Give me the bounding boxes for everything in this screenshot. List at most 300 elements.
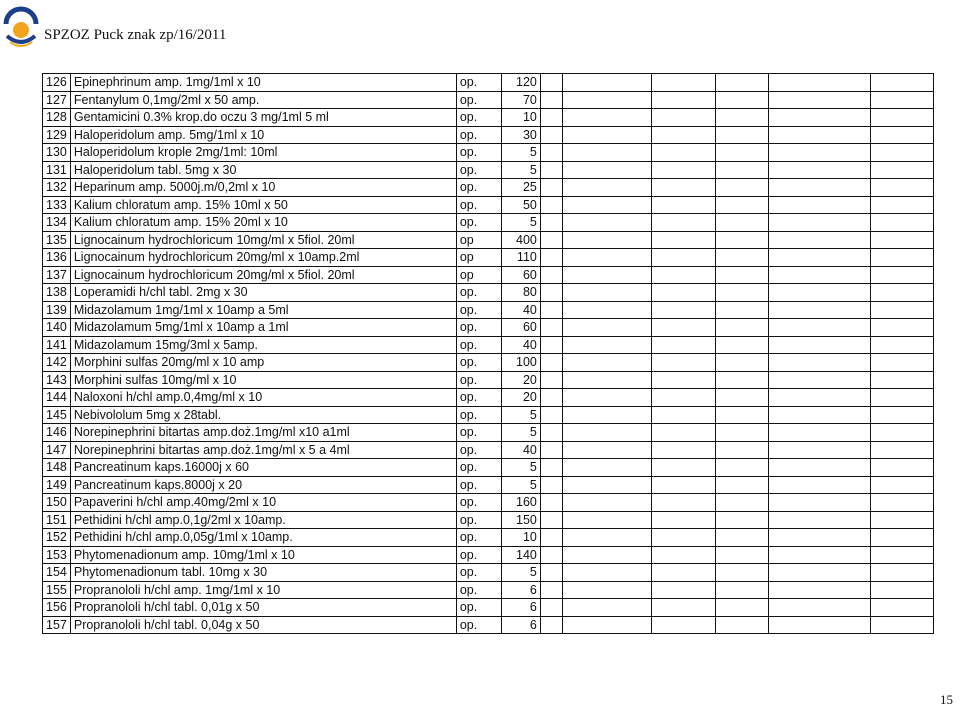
quantity: 70 (501, 91, 540, 109)
unit: op. (456, 529, 501, 547)
table-row (43, 441, 934, 459)
page-number: 15 (940, 692, 953, 707)
empty-cell (768, 319, 870, 337)
empty-cell (651, 599, 715, 617)
row-number: 153 (43, 546, 71, 564)
empty-cell (870, 196, 933, 214)
empty-cell (562, 581, 651, 599)
empty-cell (870, 476, 933, 494)
empty-cell (715, 249, 768, 267)
row-number: 131 (43, 161, 71, 179)
drug-name: Epinephrinum amp. 1mg/1ml x 10 (70, 74, 456, 92)
empty-cell (768, 91, 870, 109)
empty-cell (768, 371, 870, 389)
table-row (43, 161, 934, 179)
row-number: 151 (43, 511, 71, 529)
row-number: 142 (43, 354, 71, 372)
hospital-logo (2, 6, 40, 50)
unit: op. (456, 161, 501, 179)
empty-cell (768, 301, 870, 319)
quantity: 5 (501, 214, 540, 232)
empty-cell (651, 424, 715, 442)
empty-cell (540, 389, 562, 407)
row-number: 133 (43, 196, 71, 214)
drug-name: Midazolamum 1mg/1ml x 10amp a 5ml (70, 301, 456, 319)
empty-cell (540, 214, 562, 232)
table-row (43, 511, 934, 529)
empty-cell (870, 616, 933, 634)
empty-cell (651, 354, 715, 372)
empty-cell (715, 494, 768, 512)
unit: op. (456, 599, 501, 617)
empty-cell (651, 284, 715, 302)
table-row (43, 284, 934, 302)
empty-cell (768, 126, 870, 144)
drug-name: Midazolamum 15mg/3ml x 5amp. (70, 336, 456, 354)
row-number: 150 (43, 494, 71, 512)
empty-cell (870, 214, 933, 232)
row-number: 152 (43, 529, 71, 547)
empty-cell (715, 91, 768, 109)
row-number: 135 (43, 231, 71, 249)
empty-cell (768, 581, 870, 599)
empty-cell (715, 406, 768, 424)
empty-cell (768, 354, 870, 372)
empty-cell (562, 144, 651, 162)
empty-cell (715, 231, 768, 249)
empty-cell (715, 599, 768, 617)
quantity: 160 (501, 494, 540, 512)
quantity: 20 (501, 389, 540, 407)
table-row (43, 336, 934, 354)
empty-cell (540, 354, 562, 372)
row-number: 141 (43, 336, 71, 354)
table-row (43, 529, 934, 547)
empty-cell (768, 529, 870, 547)
unit: op. (456, 511, 501, 529)
quantity: 5 (501, 459, 540, 477)
empty-cell (715, 214, 768, 232)
empty-cell (870, 284, 933, 302)
empty-cell (651, 179, 715, 197)
row-number: 149 (43, 476, 71, 494)
empty-cell (870, 91, 933, 109)
unit: op (456, 249, 501, 267)
drug-name: Lignocainum hydrochloricum 20mg/ml x 5fiol. 20ml (70, 266, 456, 284)
row-number: 156 (43, 599, 71, 617)
empty-cell (562, 441, 651, 459)
empty-cell (562, 214, 651, 232)
page-header (0, 0, 960, 62)
empty-cell (651, 91, 715, 109)
empty-cell (715, 424, 768, 442)
quantity: 40 (501, 441, 540, 459)
drug-name: Lignocainum hydrochloricum 20mg/ml x 10amp.2ml (70, 249, 456, 267)
drug-name: Gentamicini 0.3% krop.do oczu 3 mg/1ml 5 ml (70, 109, 456, 127)
quantity: 150 (501, 511, 540, 529)
unit: op. (456, 476, 501, 494)
table-row (43, 109, 934, 127)
quantity: 5 (501, 406, 540, 424)
table-row (43, 214, 934, 232)
empty-cell (562, 109, 651, 127)
quantity: 60 (501, 319, 540, 337)
empty-cell (870, 424, 933, 442)
empty-cell (540, 74, 562, 92)
empty-cell (540, 564, 562, 582)
unit: op. (456, 581, 501, 599)
row-number: 128 (43, 109, 71, 127)
table-row (43, 371, 934, 389)
empty-cell (562, 126, 651, 144)
empty-cell (768, 546, 870, 564)
table-row (43, 179, 934, 197)
table-row (43, 546, 934, 564)
quantity: 400 (501, 231, 540, 249)
empty-cell (768, 459, 870, 477)
empty-cell (651, 529, 715, 547)
empty-cell (715, 389, 768, 407)
empty-cell (540, 529, 562, 547)
drug-name: Haloperidolum krople 2mg/1ml: 10ml (70, 144, 456, 162)
unit: op. (456, 179, 501, 197)
table-row (43, 354, 934, 372)
empty-cell (768, 511, 870, 529)
empty-cell (870, 336, 933, 354)
row-number: 144 (43, 389, 71, 407)
empty-cell (715, 511, 768, 529)
unit: op. (456, 494, 501, 512)
document-title: SPZOZ Puck znak zp/16/2011 (44, 27, 227, 43)
row-number: 130 (43, 144, 71, 162)
quantity: 40 (501, 301, 540, 319)
unit: op. (456, 284, 501, 302)
empty-cell (651, 511, 715, 529)
unit: op. (456, 371, 501, 389)
empty-cell (540, 284, 562, 302)
empty-cell (768, 616, 870, 634)
empty-cell (651, 126, 715, 144)
empty-cell (562, 249, 651, 267)
table-row (43, 459, 934, 477)
empty-cell (768, 494, 870, 512)
empty-cell (870, 249, 933, 267)
row-number: 137 (43, 266, 71, 284)
empty-cell (715, 616, 768, 634)
empty-cell (715, 546, 768, 564)
empty-cell (768, 564, 870, 582)
quantity: 6 (501, 599, 540, 617)
empty-cell (562, 354, 651, 372)
table-row (43, 301, 934, 319)
empty-cell (715, 354, 768, 372)
empty-cell (651, 459, 715, 477)
table-row (43, 581, 934, 599)
empty-cell (651, 564, 715, 582)
drug-name: Naloxoni h/chl amp.0,4mg/ml x 10 (70, 389, 456, 407)
empty-cell (562, 459, 651, 477)
row-number: 155 (43, 581, 71, 599)
unit: op. (456, 389, 501, 407)
drug-name: Norepinephrini bitartas amp.doż.1mg/ml x 5 a 4ml (70, 441, 456, 459)
empty-cell (651, 231, 715, 249)
row-number: 129 (43, 126, 71, 144)
empty-cell (562, 546, 651, 564)
empty-cell (651, 371, 715, 389)
empty-cell (870, 266, 933, 284)
empty-cell (540, 459, 562, 477)
empty-cell (715, 476, 768, 494)
empty-cell (540, 179, 562, 197)
drug-name: Pethidini h/chl amp.0,1g/2ml x 10amp. (70, 511, 456, 529)
empty-cell (540, 109, 562, 127)
empty-cell (540, 196, 562, 214)
empty-cell (540, 266, 562, 284)
empty-cell (768, 179, 870, 197)
empty-cell (651, 266, 715, 284)
empty-cell (870, 389, 933, 407)
drug-name: Midazolamum 5mg/1ml x 10amp a 1ml (70, 319, 456, 337)
empty-cell (715, 319, 768, 337)
row-number: 134 (43, 214, 71, 232)
quantity: 5 (501, 564, 540, 582)
drug-name: Propranololi h/chl tabl. 0,01g x 50 (70, 599, 456, 617)
unit: op. (456, 336, 501, 354)
quantity: 20 (501, 371, 540, 389)
unit: op. (456, 109, 501, 127)
drug-name: Pancreatinum kaps.16000j x 60 (70, 459, 456, 477)
drug-name: Fentanylum 0,1mg/2ml x 50 amp. (70, 91, 456, 109)
table-row (43, 196, 934, 214)
empty-cell (562, 319, 651, 337)
empty-cell (715, 459, 768, 477)
empty-cell (768, 74, 870, 92)
empty-cell (540, 91, 562, 109)
drug-name: Phytomenadionum amp. 10mg/1ml x 10 (70, 546, 456, 564)
empty-cell (768, 441, 870, 459)
empty-cell (651, 144, 715, 162)
empty-cell (540, 441, 562, 459)
unit: op. (456, 301, 501, 319)
empty-cell (651, 546, 715, 564)
empty-cell (715, 336, 768, 354)
empty-cell (715, 74, 768, 92)
empty-cell (870, 599, 933, 617)
row-number: 146 (43, 424, 71, 442)
empty-cell (540, 144, 562, 162)
empty-cell (870, 161, 933, 179)
empty-cell (870, 459, 933, 477)
drug-name: Morphini sulfas 10mg/ml x 10 (70, 371, 456, 389)
empty-cell (562, 231, 651, 249)
empty-cell (651, 74, 715, 92)
empty-cell (715, 196, 768, 214)
drug-name: Lignocainum hydrochloricum 10mg/ml x 5fiol. 20ml (70, 231, 456, 249)
row-number: 157 (43, 616, 71, 634)
empty-cell (768, 161, 870, 179)
empty-cell (562, 389, 651, 407)
empty-cell (870, 546, 933, 564)
row-number: 143 (43, 371, 71, 389)
empty-cell (651, 161, 715, 179)
unit: op (456, 266, 501, 284)
empty-cell (715, 564, 768, 582)
quantity: 5 (501, 161, 540, 179)
empty-cell (870, 354, 933, 372)
empty-cell (768, 196, 870, 214)
quantity: 6 (501, 616, 540, 634)
empty-cell (651, 616, 715, 634)
drug-name: Papaverini h/chl amp.40mg/2ml x 10 (70, 494, 456, 512)
drug-name: Nebivololum 5mg x 28tabl. (70, 406, 456, 424)
empty-cell (540, 616, 562, 634)
empty-cell (540, 581, 562, 599)
empty-cell (562, 91, 651, 109)
empty-cell (870, 231, 933, 249)
empty-cell (768, 231, 870, 249)
drug-name: Kalium chloratum amp. 15% 20ml x 10 (70, 214, 456, 232)
empty-cell (540, 546, 562, 564)
empty-cell (651, 406, 715, 424)
empty-cell (768, 476, 870, 494)
empty-cell (651, 301, 715, 319)
empty-cell (715, 441, 768, 459)
drug-name: Heparinum amp. 5000j.m/0,2ml x 10 (70, 179, 456, 197)
drug-name: Loperamidi h/chl tabl. 2mg x 30 (70, 284, 456, 302)
empty-cell (562, 529, 651, 547)
empty-cell (540, 161, 562, 179)
unit: op. (456, 91, 501, 109)
empty-cell (870, 301, 933, 319)
empty-cell (562, 406, 651, 424)
empty-cell (870, 109, 933, 127)
row-number: 132 (43, 179, 71, 197)
row-number: 147 (43, 441, 71, 459)
row-number: 148 (43, 459, 71, 477)
empty-cell (540, 126, 562, 144)
quantity: 80 (501, 284, 540, 302)
empty-cell (651, 214, 715, 232)
row-number: 154 (43, 564, 71, 582)
empty-cell (562, 564, 651, 582)
empty-cell (651, 196, 715, 214)
empty-cell (870, 564, 933, 582)
drug-name: Propranololi h/chl amp. 1mg/1ml x 10 (70, 581, 456, 599)
unit: op. (456, 126, 501, 144)
table-row (43, 144, 934, 162)
empty-cell (715, 529, 768, 547)
empty-cell (540, 249, 562, 267)
unit: op. (456, 459, 501, 477)
row-number: 127 (43, 91, 71, 109)
empty-cell (540, 319, 562, 337)
empty-cell (870, 529, 933, 547)
empty-cell (870, 144, 933, 162)
empty-cell (651, 389, 715, 407)
unit: op (456, 231, 501, 249)
unit: op. (456, 319, 501, 337)
row-number: 139 (43, 301, 71, 319)
drug-list-table (42, 73, 934, 634)
empty-cell (540, 336, 562, 354)
empty-cell (651, 336, 715, 354)
empty-cell (768, 424, 870, 442)
empty-cell (870, 581, 933, 599)
unit: op. (456, 74, 501, 92)
empty-cell (540, 511, 562, 529)
empty-cell (651, 109, 715, 127)
empty-cell (870, 494, 933, 512)
empty-cell (870, 179, 933, 197)
quantity: 40 (501, 336, 540, 354)
empty-cell (715, 371, 768, 389)
empty-cell (651, 581, 715, 599)
empty-cell (715, 284, 768, 302)
drug-name: Pethidini h/chl amp.0,05g/1ml x 10amp. (70, 529, 456, 547)
unit: op. (456, 564, 501, 582)
drug-name: Pancreatinum kaps.8000j x 20 (70, 476, 456, 494)
empty-cell (768, 406, 870, 424)
empty-cell (540, 371, 562, 389)
empty-cell (768, 336, 870, 354)
unit: op. (456, 144, 501, 162)
empty-cell (870, 511, 933, 529)
empty-cell (562, 494, 651, 512)
empty-cell (651, 494, 715, 512)
quantity: 10 (501, 109, 540, 127)
empty-cell (715, 581, 768, 599)
unit: op. (456, 441, 501, 459)
empty-cell (540, 231, 562, 249)
quantity: 5 (501, 424, 540, 442)
unit: op. (456, 214, 501, 232)
empty-cell (870, 371, 933, 389)
quantity: 30 (501, 126, 540, 144)
empty-cell (562, 179, 651, 197)
empty-cell (768, 389, 870, 407)
empty-cell (562, 74, 651, 92)
row-number: 145 (43, 406, 71, 424)
empty-cell (540, 301, 562, 319)
table-row (43, 126, 934, 144)
empty-cell (715, 126, 768, 144)
empty-cell (540, 494, 562, 512)
quantity: 140 (501, 546, 540, 564)
table-row (43, 494, 934, 512)
empty-cell (540, 476, 562, 494)
unit: op. (456, 354, 501, 372)
empty-cell (870, 74, 933, 92)
empty-cell (870, 406, 933, 424)
empty-cell (768, 109, 870, 127)
row-number: 136 (43, 249, 71, 267)
empty-cell (715, 161, 768, 179)
empty-cell (562, 196, 651, 214)
quantity: 6 (501, 581, 540, 599)
table-row (43, 616, 934, 634)
table-row (43, 599, 934, 617)
table-row (43, 564, 934, 582)
empty-cell (715, 266, 768, 284)
unit: op. (456, 616, 501, 634)
row-number: 138 (43, 284, 71, 302)
quantity: 50 (501, 196, 540, 214)
table-row (43, 476, 934, 494)
empty-cell (768, 599, 870, 617)
quantity: 10 (501, 529, 540, 547)
drug-name: Haloperidolum tabl. 5mg x 30 (70, 161, 456, 179)
empty-cell (768, 144, 870, 162)
